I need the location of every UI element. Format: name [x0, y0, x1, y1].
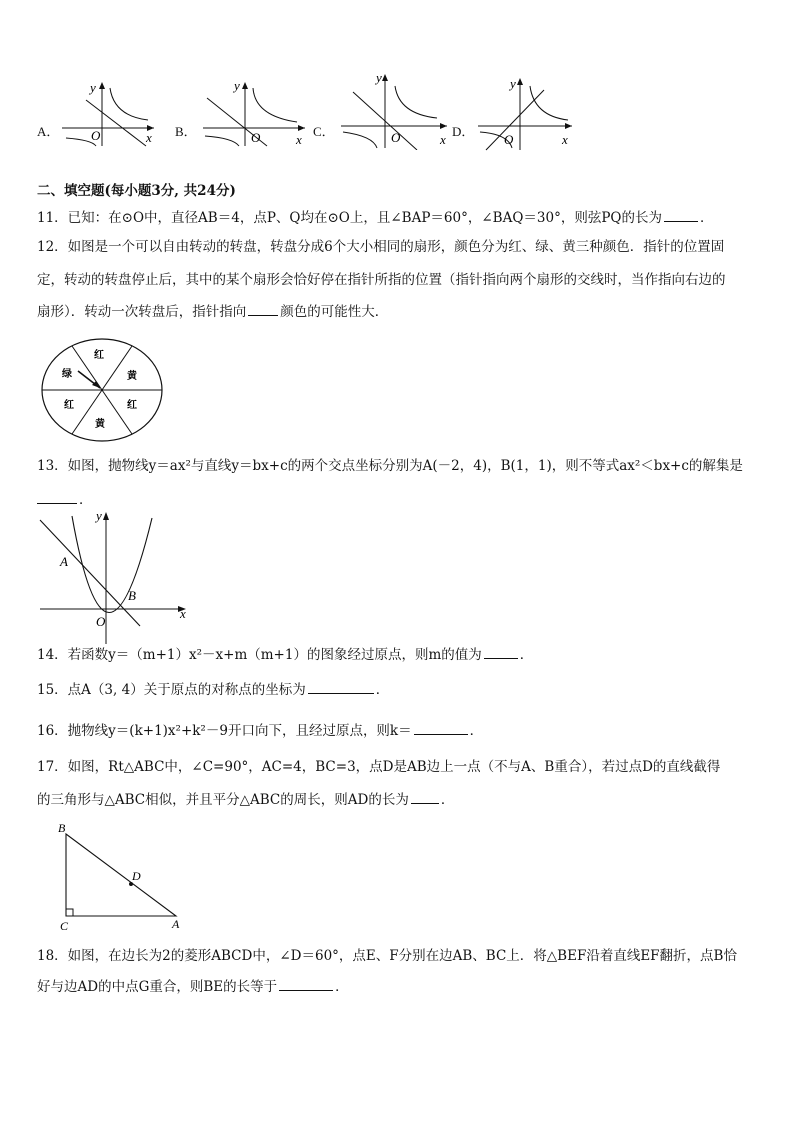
origin-label: O [391, 130, 401, 145]
hyperbola-branch [205, 136, 239, 146]
parabola-figure [36, 508, 192, 650]
q15-end: ． [375, 682, 390, 698]
hyperbola-branch [253, 88, 297, 122]
q12-line2: 定，转动的转盘停止后，其中的某个扇形会恰好停在指针所指的位置（指针指向两个扇形的交线时，当作指向右边的 [37, 272, 726, 288]
x-label: x [440, 132, 446, 147]
option-a-label: A． [37, 124, 60, 139]
q12-line1: 12．如图是一个可以自由转动的转盘，转盘分成6个大小相同的扇形，颜色分为红、绿、黄三种颜色．指针的位置固 [37, 239, 725, 255]
vertex-c-label: C [60, 919, 69, 933]
vertex-b-label: B [58, 821, 66, 835]
answer-blank[interactable] [414, 720, 468, 735]
q18-end: ． [335, 979, 349, 995]
divider [102, 346, 132, 390]
answer-blank[interactable] [664, 207, 698, 222]
q11-end: ． [699, 210, 714, 226]
hyperbola-branch [530, 86, 568, 120]
q18-line1: 18．如图，在边长为2的菱形ABCD中，∠D＝60°，点E、F分别在边AB、BC上．将△BEF沿着直线EF翻折，点B恰 [37, 948, 737, 964]
triangle-figure [56, 820, 186, 936]
answer-blank[interactable] [308, 679, 374, 694]
q14-text: 14．若函数y＝（m+1）x²－x+m（m+1）的图象经过原点，则m的值为 [37, 647, 482, 663]
y-label: y [96, 508, 102, 523]
hyperbola-branch [395, 86, 437, 118]
q13-end: ． [79, 492, 93, 508]
question-16 [37, 720, 762, 741]
option-d-graph [472, 74, 577, 152]
q13-line2 [37, 489, 762, 510]
sector-label: 红 [127, 400, 137, 411]
option-d-label: D． [452, 124, 475, 139]
origin-label: O [91, 128, 101, 143]
option-c-label: C． [313, 124, 335, 139]
option-b-label: B． [175, 124, 197, 139]
answer-blank[interactable] [411, 789, 439, 804]
origin-label: O [504, 132, 514, 147]
option-c-graph [333, 70, 453, 150]
answer-blank[interactable] [484, 644, 518, 659]
origin-label: O [251, 130, 261, 145]
sector-label: 红 [94, 350, 104, 361]
divider [102, 390, 132, 434]
hyperbola-branch [343, 132, 377, 148]
q18-line2 [37, 976, 762, 997]
q13-line1: 13．如图，抛物线y＝ax²与直线y＝bx+c的两个交点坐标分别为A(－2，4)，B(1，1)，则不等式ax²＜bx+c的解集是 [37, 458, 743, 474]
q11-text: 11．已知：在⊙O中，直径AB＝4，点P、Q均在⊙O上，且∠BAP＝60°，∠BAQ＝30°，则弦PQ的长为 [37, 210, 662, 226]
answer-blank[interactable] [279, 976, 333, 991]
parabola-curve [72, 516, 152, 613]
option-a-graph [58, 78, 158, 148]
sector-label: 绿 [62, 369, 72, 380]
sector-label: 红 [64, 400, 74, 411]
q18-line2-text: 好与边AD的中点G重合，则BE的长等于 [37, 979, 278, 995]
q16-end: ． [469, 723, 484, 739]
point-a-label: A [60, 554, 68, 569]
question-11 [37, 207, 762, 228]
q12-line3 [37, 301, 762, 322]
point-b-label: B [128, 588, 136, 603]
question-14 [37, 644, 762, 665]
hyperbola-branch [110, 88, 148, 120]
q17-line1: 17．如图，Rt△ABC中，∠C=90°，AC=4，BC=3，点D是AB边上一点（不与A、B重合），若过点D的直线截得 [37, 759, 721, 775]
q14-end: ． [519, 647, 534, 663]
y-label: y [510, 76, 516, 91]
y-label: y [90, 80, 96, 95]
straight-line [40, 520, 140, 626]
triangle-abc [66, 834, 176, 916]
q17-line2-text: 的三角形与△ABC相似，并且平分△ABC的周长，则AD的长为 [37, 792, 409, 808]
question-15 [37, 679, 762, 700]
x-label: x [146, 130, 152, 145]
answer-blank[interactable] [37, 489, 77, 504]
right-angle-mark [66, 909, 73, 916]
q17-line2 [37, 789, 762, 810]
q12-line3b: 颜色的可能性大． [280, 304, 389, 320]
vertex-a-label: A [172, 917, 180, 931]
y-label: y [234, 78, 240, 93]
sector-label: 黄 [127, 371, 137, 382]
q16-text: 16．抛物线y＝(k+1)x²+k²－9开口向下，且经过原点，则k＝ [37, 723, 412, 739]
q15-text: 15．点A（3, 4）关于原点的对称点的坐标为 [37, 682, 306, 698]
sector-label: 黄 [95, 419, 105, 430]
x-label: x [180, 606, 186, 621]
y-label: y [376, 70, 382, 85]
point-d-label: D [132, 869, 141, 883]
section-heading: 二、填空题(每小题3分, 共24分) [37, 183, 236, 199]
origin-label: O [96, 614, 106, 629]
option-b-graph [195, 78, 310, 148]
answer-blank[interactable] [248, 301, 278, 316]
x-label: x [562, 132, 568, 147]
line [486, 90, 544, 150]
q12-line3a: 扇形）．转动一次转盘后，指针指向 [37, 304, 247, 320]
q17-end: ． [440, 792, 455, 808]
x-label: x [296, 132, 302, 147]
spinner-figure [40, 337, 164, 445]
